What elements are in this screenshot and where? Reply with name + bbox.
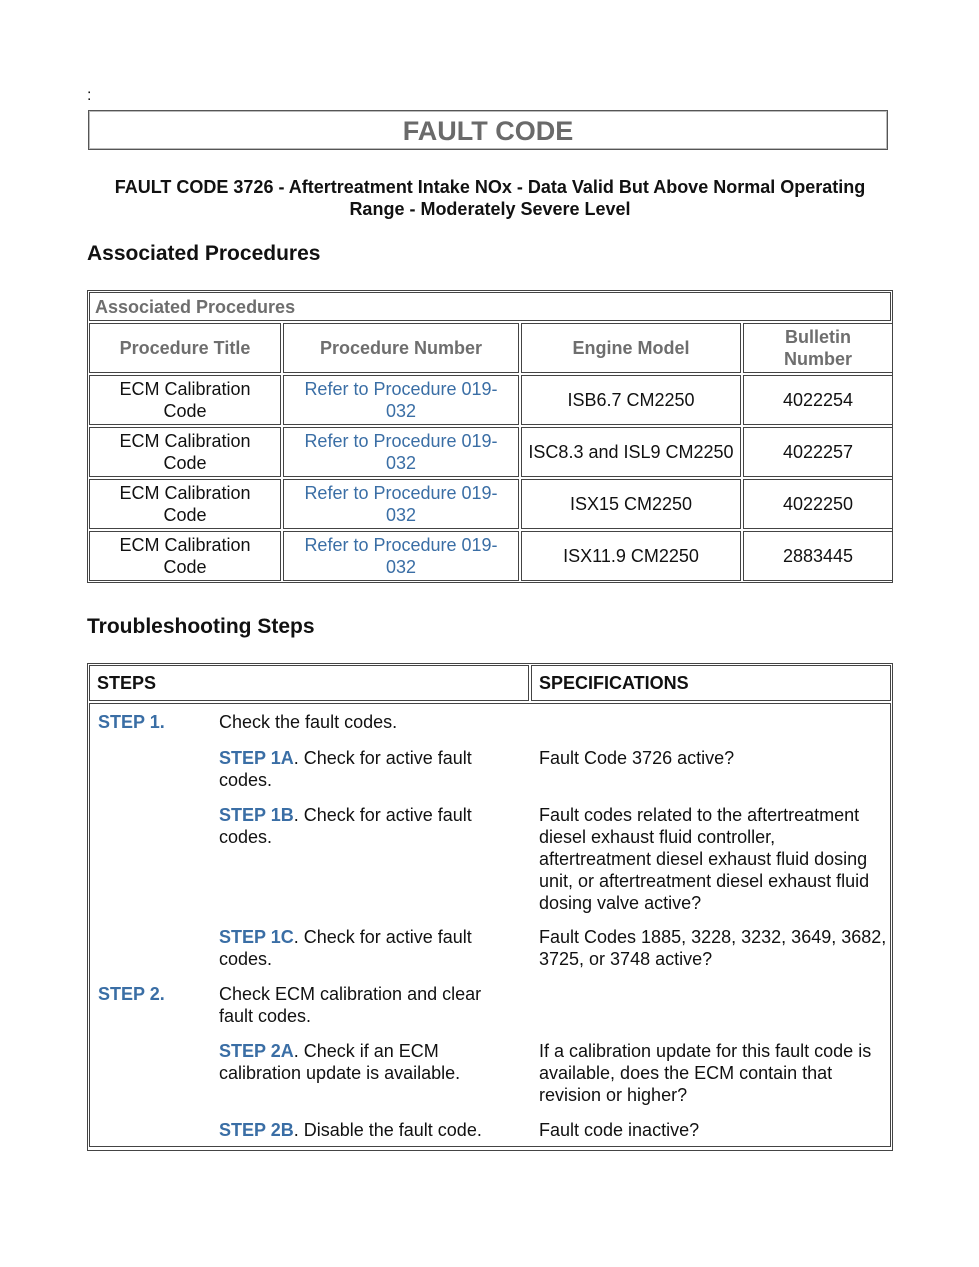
table-row [89,479,893,529]
step-1b-link[interactable]: STEP 1B [219,805,294,825]
table-row [89,531,893,581]
column-header-procedure-number: Procedure Number [283,323,519,373]
step-1c-dot: . [293,927,299,947]
procedure-link[interactable]: Refer to Procedure 019-032 [283,479,519,529]
step-2b-text: Disable the fault code. [298,1120,482,1140]
fault-code-heading: FAULT CODE 3726 - Aftertreatment Intake NOx - Data Valid But Above Normal Operating Range - Moderately Severe Level [114,177,866,219]
step-1b-text: Check for active fault codes. [219,805,472,847]
step-1a-description [219,747,519,791]
troubleshooting-table [87,663,893,1151]
page-prefix: : [87,87,92,104]
procedure-link[interactable]: Refer to Procedure 019-032 [283,427,519,477]
column-header-procedure-title: Procedure Title [89,323,281,373]
bulletin-number-cell: 2883445 [743,531,893,581]
column-header-engine-model: Engine Model [521,323,741,373]
step-2a-text: Check if an ECM calibration update is available. [219,1041,461,1083]
procedure-title-cell: ECM Calibration Code [89,479,281,529]
step-2-link[interactable]: STEP 2. [98,984,165,1004]
table-caption: Associated Procedures [89,292,891,321]
step-2b-dot: . [293,1120,299,1140]
step-2b-link[interactable]: STEP 2B [219,1120,294,1140]
table-row [89,427,893,477]
procedures-grid [87,321,895,583]
step-2a-link[interactable]: STEP 2A [219,1041,294,1061]
table-row [89,375,893,425]
step-1a-link[interactable]: STEP 1A [219,748,294,768]
title-box [88,110,888,150]
step-2a-description [219,1040,519,1084]
troubleshooting-body [89,703,891,1147]
procedure-link[interactable]: Refer to Procedure 019-032 [283,375,519,425]
step-1a-spec: Fault Code 3726 active? [539,748,735,768]
step-1c-link[interactable]: STEP 1C [219,927,294,947]
step-1c-description [219,926,519,970]
step-1-text: Check the fault codes. [219,712,398,732]
page-title: FAULT CODE [402,116,574,146]
step-2-text: Check ECM calibration and clear fault codes. [219,984,482,1026]
bulletin-number-cell: 4022250 [743,479,893,529]
engine-model-cell: ISC8.3 and ISL9 CM2250 [521,427,741,477]
step-1c-text: Check for active fault codes. [219,927,472,969]
procedure-title-cell: ECM Calibration Code [89,375,281,425]
step-1b-spec: Fault codes related to the aftertreatment diesel exhaust fluid controller, aftertreatment diesel exhaust fluid dosing unit, or aftertreatment diesel exhaust fluid dosing valve active? [539,805,870,913]
header-row [89,323,893,373]
troubleshooting-header-row [89,665,891,701]
procedure-title-cell: ECM Calibration Code [89,427,281,477]
column-header-specifications: SPECIFICATIONS [531,665,891,701]
procedure-link[interactable]: Refer to Procedure 019-032 [283,531,519,581]
step-2a-spec: If a calibration update for this fault code is available, does the ECM contain that revision or higher? [539,1041,872,1105]
step-2b-description [219,1119,529,1141]
step-1c-spec: Fault Codes 1885, 3228, 3232, 3649, 3682, 3725, or 3748 active? [539,927,887,969]
associated-procedures-table [87,290,893,583]
engine-model-cell: ISX11.9 CM2250 [521,531,741,581]
step-1b-dot: . [293,805,299,825]
step-2a-dot: . [293,1041,299,1061]
step-1b-description [219,804,519,848]
step-1-link[interactable]: STEP 1. [98,712,165,732]
column-header-bulletin-number: Bulletin Number [743,323,893,373]
bulletin-number-cell: 4022257 [743,427,893,477]
step-1a-dot: . [293,748,299,768]
engine-model-cell: ISX15 CM2250 [521,479,741,529]
associated-procedures-heading: Associated Procedures [87,242,321,265]
column-header-steps: STEPS [89,665,529,701]
bulletin-number-cell: 4022254 [743,375,893,425]
troubleshooting-steps-heading: Troubleshooting Steps [87,615,315,638]
procedure-title-cell: ECM Calibration Code [89,531,281,581]
engine-model-cell: ISB6.7 CM2250 [521,375,741,425]
step-2b-spec: Fault code inactive? [539,1120,700,1140]
step-1a-text: Check for active fault codes. [219,748,472,790]
